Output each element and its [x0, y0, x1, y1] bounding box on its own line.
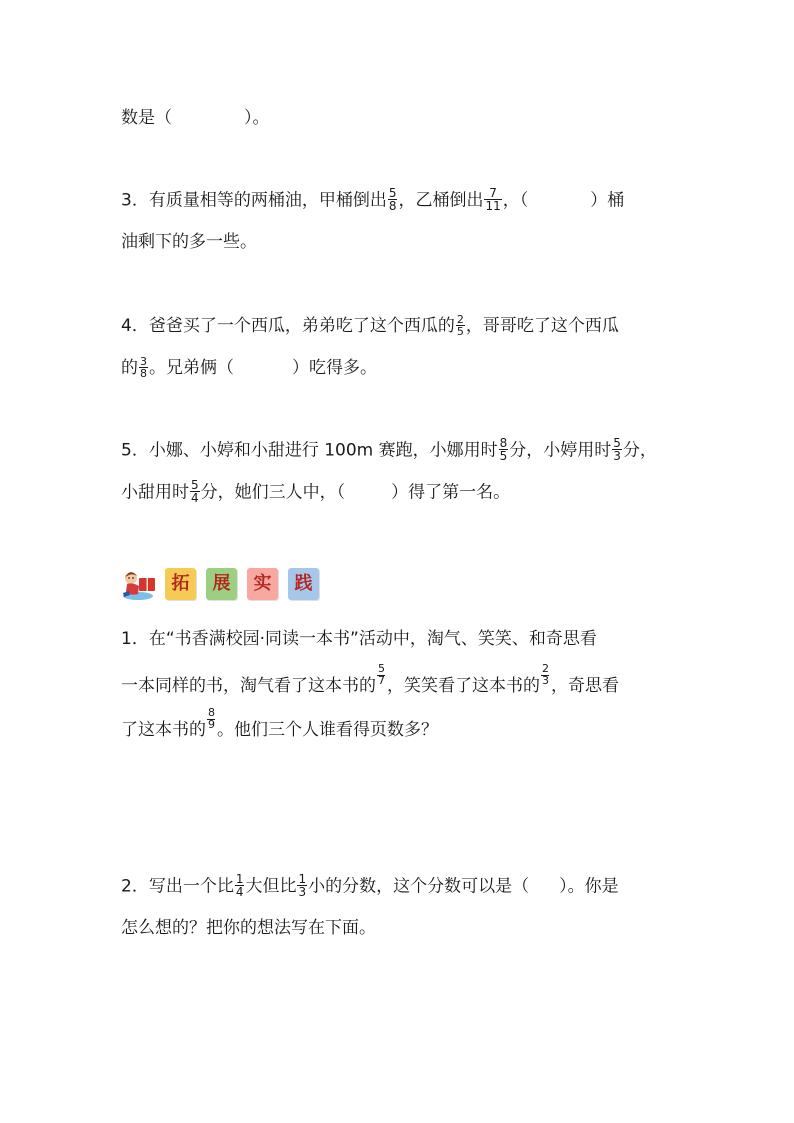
practice-1-line3: 了这本书的 $\frac{8}{9}$ 。他们三个人谁看得页数多？: [121, 706, 438, 740]
fraction: $\frac{8}{5}$: [499, 436, 508, 463]
question-4: 4．爸爸买了一个西瓜，弟弟吃了这个西瓜的 $\frac{2}{5}$ ，哥哥吃了这个西瓜: [121, 312, 619, 338]
question-5: 5．小娜、小婷和小甜进行 100m 赛跑，小娜用时 $\frac{8}{5}$ 分，小婷用时 $\frac{5}{3}$ 分，: [121, 436, 657, 463]
fraction: $\frac{3}{8}$: [140, 354, 147, 380]
banner-tile-2: 展: [206, 568, 237, 600]
practice-2: 2．写出一个比 $\frac{1}{4}$ 大但比 $\frac{1}{3}$ 小的分数，这个分数可以是（ ）。你是: [121, 872, 619, 899]
practice-1: 1．在“书香满校园·同读一本书”活动中，淘气、笑笑、和奇思看: [121, 629, 597, 649]
fraction: $\frac{5}{4}$: [191, 478, 199, 505]
banner-tile-4: 践: [288, 568, 319, 600]
fraction: $\frac{5}{7}$: [378, 662, 385, 687]
reading-kid-icon: [121, 566, 161, 602]
practice-2-line2: 怎么想的？把你的想法写在下面。: [121, 918, 376, 938]
fraction: $\frac{2}{3}$: [542, 662, 549, 687]
fraction: $\frac{5}{3}$: [613, 436, 621, 463]
fraction: $\frac{8}{9}$: [208, 706, 215, 731]
fraction: $\frac{5}{8}$: [388, 186, 397, 213]
question-4-line2: 的 $\frac{3}{8}$ 。兄弟俩（ ）吃得多。: [121, 354, 377, 380]
practice-1-line2: 一本同样的书，淘气看了这本书的 $\frac{5}{7}$ ，笑笑看了这本书的 $\frac{2}{3}$ ，奇思看: [121, 662, 619, 696]
fraction: $\frac{1}{4}$: [235, 872, 244, 899]
question-5-line2: 小甜用时 $\frac{5}{4}$ 分，她们三人中，（ ）得了第一名。: [121, 478, 511, 505]
fraction: $\frac{7}{11}$: [485, 186, 501, 213]
banner-tile-1: 拓: [165, 568, 196, 600]
question-prev-tail: 数是（ ）。: [121, 108, 270, 128]
question-3-line2: 油剩下的多一些。: [121, 232, 257, 252]
banner-tile-3: 实: [247, 568, 278, 600]
fraction: $\frac{1}{3}$: [298, 872, 307, 899]
fraction: $\frac{2}{5}$: [456, 312, 464, 338]
question-3: 3．有质量相等的两桶油，甲桶倒出 $\frac{5}{8}$ ，乙桶倒出 $\frac{7}{11}$ ，（ ）桶: [121, 186, 625, 213]
